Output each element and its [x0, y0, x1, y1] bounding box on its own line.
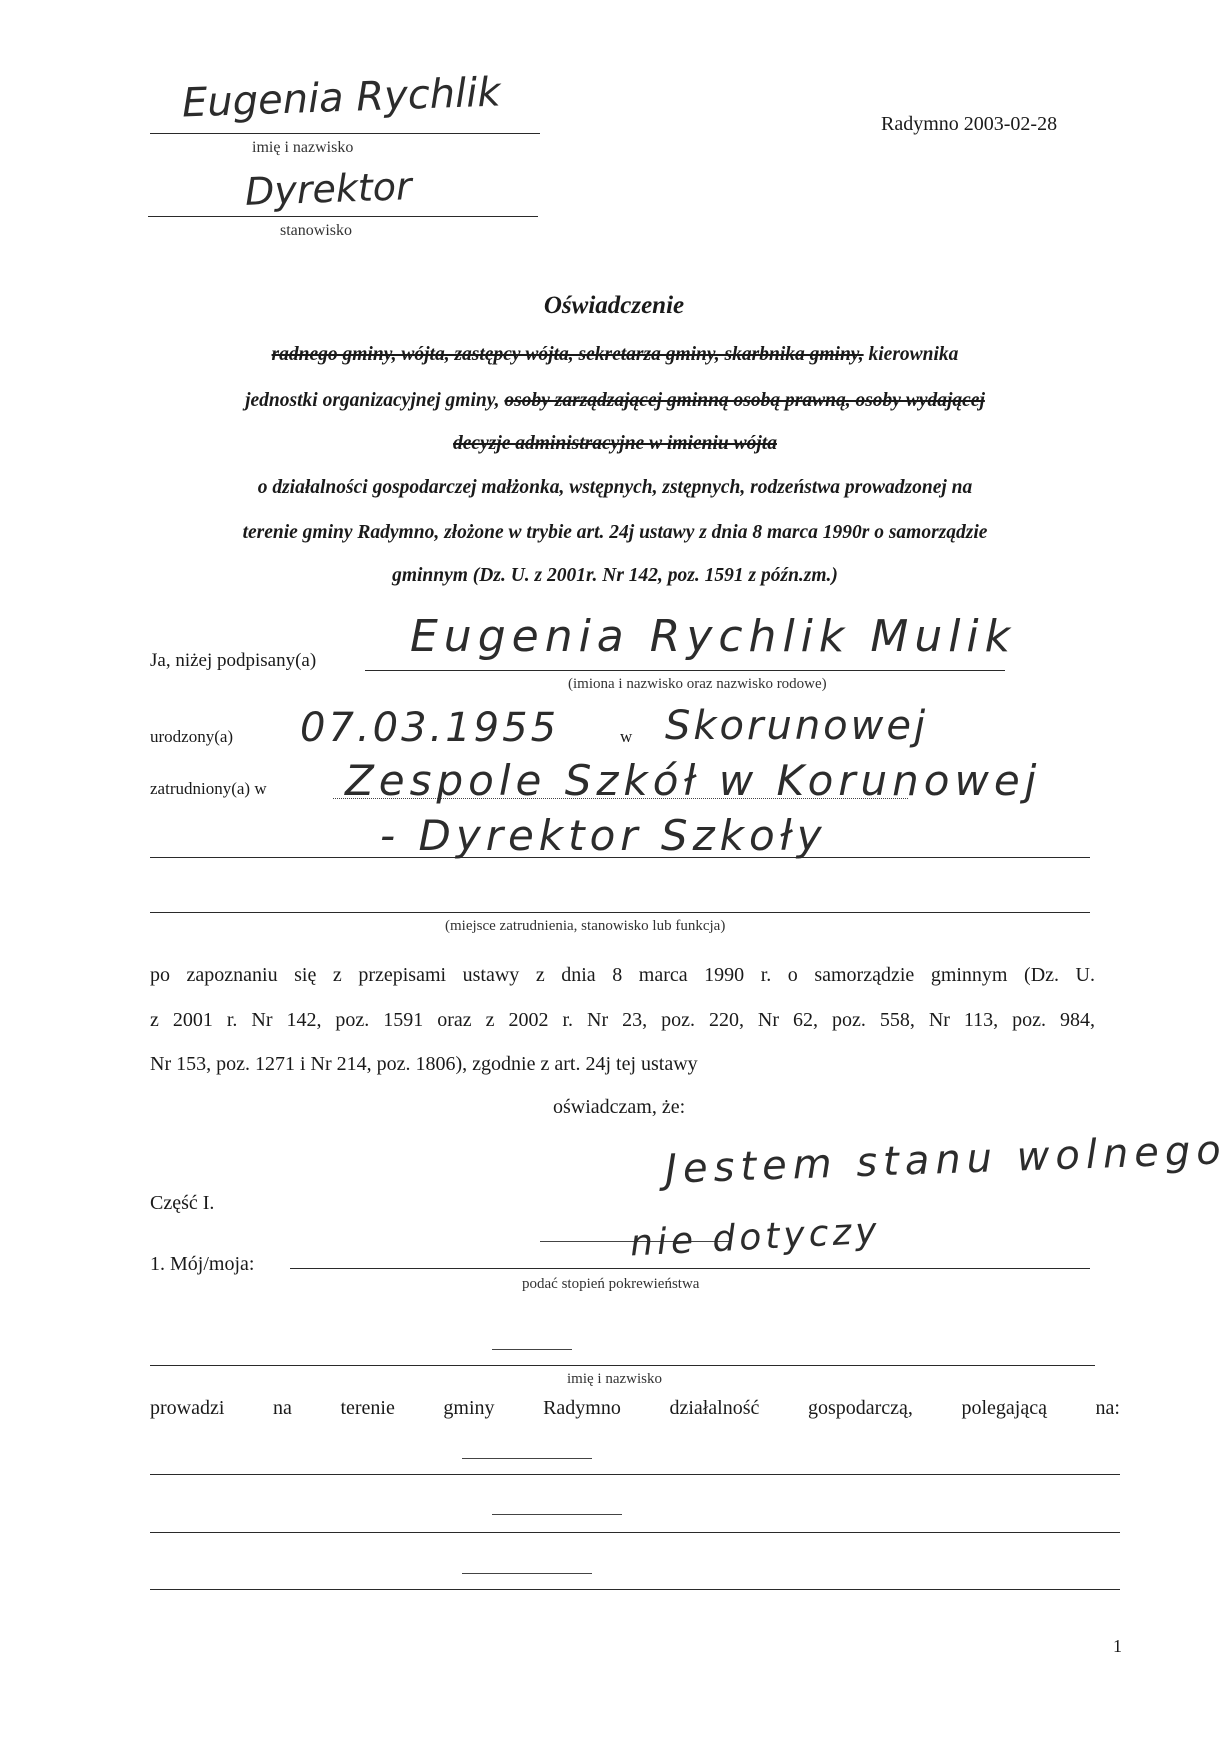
business-word: działalność	[669, 1397, 760, 1419]
business-short-line-2	[492, 1514, 622, 1515]
name-line	[150, 133, 540, 134]
employer-line-1: Zespole Szkół w Korunowej	[345, 756, 1042, 805]
part1-heading: Część I.	[150, 1192, 215, 1214]
business-word: gminy	[443, 1397, 495, 1419]
subtitle-rest-1: kierownika	[863, 344, 959, 365]
subtitle-struck-2: osoby zarządzającej gminną osobą prawną, osoby wydającej	[504, 390, 985, 411]
employment-line-3	[150, 912, 1090, 913]
name-caption: imię i nazwisko	[252, 139, 354, 156]
declarant-name-line	[365, 670, 1005, 671]
business-short-line-1	[462, 1458, 592, 1459]
body-line-3: Nr 153, poz. 1271 i Nr 214, poz. 1806), zgodnie z art. 24j tej ustawy	[150, 1053, 698, 1075]
relation-line	[290, 1268, 1090, 1269]
handwritten-name: Eugenia Rychlik	[181, 69, 502, 127]
business-short-line-3	[462, 1573, 592, 1574]
subtitle-struck-1: radnego gminy, wójta, zastępcy wójta, sekretarza gminy, skarbnika gminy,	[271, 344, 864, 365]
subtitle-line-2	[150, 391, 1080, 411]
page-number: 1	[1113, 1636, 1122, 1656]
birth-place: Skorunowej	[665, 703, 929, 749]
position-caption: stanowisko	[280, 222, 352, 239]
business-word: polegającą	[961, 1397, 1047, 1419]
declarant-name: Eugenia Rychlik Mulik	[410, 611, 1017, 662]
business-word: gospodarczą,	[807, 1397, 913, 1419]
subtitle-struck-3: decyzje administracyjne w imieniu wójta	[453, 433, 777, 454]
in-label: w	[620, 727, 633, 746]
subtitle-line-6: gminnym (Dz. U. z 2001r. Nr 142, poz. 1591 z późn.zm.)	[392, 565, 838, 586]
business-line	[150, 1398, 1120, 1418]
part1-item-label: 1. Mój/moja:	[150, 1253, 255, 1275]
position-line	[148, 216, 538, 217]
employer-line-2: - Dyrektor Szkoły	[380, 811, 827, 860]
declare-text: oświadczam, że:	[553, 1096, 686, 1118]
business-line-3	[150, 1589, 1120, 1590]
employment-line-2	[150, 857, 1090, 858]
employed-label: zatrudniony(a) w	[150, 779, 267, 798]
declarant-label: Ja, niżej podpisany(a)	[150, 650, 317, 671]
relative-name-caption: imię i nazwisko	[567, 1371, 662, 1387]
subtitle-line-5: terenie gminy Radymno, złożone w trybie art. 24j ustawy z dnia 8 marca 1990r o samorządzie	[242, 522, 988, 543]
name-short-line	[492, 1349, 572, 1350]
subtitle-line-1	[150, 345, 1080, 365]
business-word: na	[272, 1397, 292, 1419]
handwritten-position: Dyrektor	[244, 164, 413, 214]
handwritten-note: Jestem stanu wolnego	[664, 1127, 1228, 1193]
subtitle-line-3	[150, 434, 1080, 454]
relative-name-line	[150, 1365, 1095, 1366]
born-label: urodzony(a)	[150, 727, 234, 746]
birth-date: 07.03.1955	[300, 705, 560, 751]
place-date: Radymno 2003-02-28	[881, 113, 1058, 135]
business-word: terenie	[340, 1397, 395, 1419]
relation-value: nie dotyczy	[629, 1210, 882, 1265]
subtitle-line-4: o działalności gospodarczej małżonka, wstępnych, zstępnych, rodzeństwa prowadzonej na	[257, 477, 973, 498]
declarant-name-caption: (imiona i nazwisko oraz nazwisko rodowe)	[568, 676, 827, 692]
body-line-1: po zapoznaniu się z przepisami ustawy z dnia 8 marca 1990 r. o samorządzie gminnym (Dz. U.	[150, 964, 1095, 986]
subtitle-start-2: jednostki organizacyjnej gminy,	[245, 390, 505, 411]
employment-caption: (miejsce zatrudnienia, stanowisko lub funkcja)	[445, 918, 726, 934]
business-word: Radymno	[543, 1397, 621, 1419]
body-line-2: z 2001 r. Nr 142, poz. 1591 oraz z 2002 r. Nr 23, poz. 220, Nr 62, poz. 558, Nr 113, poz. 984,	[150, 1009, 1095, 1031]
business-word: na:	[1095, 1397, 1120, 1419]
document-title: Oświadczenie	[543, 292, 685, 319]
relation-caption: podać stopień pokrewieństwa	[522, 1276, 700, 1292]
business-line-1	[150, 1474, 1120, 1475]
business-word: prowadzi	[150, 1397, 225, 1419]
business-line-2	[150, 1532, 1120, 1533]
